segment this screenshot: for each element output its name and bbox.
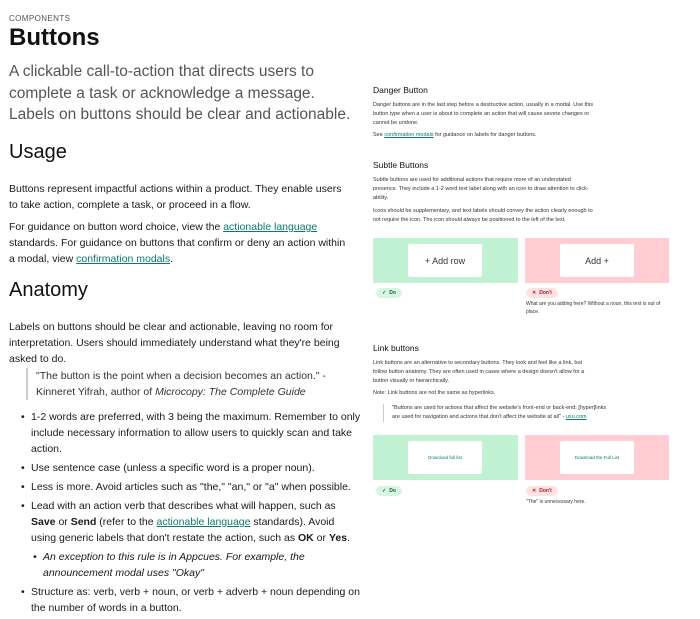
- anatomy-heading: Anatomy: [9, 279, 88, 301]
- danger-heading: Danger Button: [373, 85, 428, 95]
- subtle-paragraph-2: Icons should be supplementary, and text labels should convey the action clearly enough to not require the icon. The icon should always be positioned to the left of the text.: [373, 208, 593, 223]
- download-the-full-list-button[interactable]: Download the Full List: [560, 441, 634, 474]
- check-icon: ✓: [382, 488, 387, 494]
- dont-badge: ✕ Don't: [526, 486, 558, 496]
- usage-paragraph-2: For guidance on button word choice, view the actionable language standards. For guidance on buttons that confirm or deny an action within a modal, view confirmation modals.: [9, 221, 346, 265]
- link-buttons-paragraph-1: Link buttons are an alternative to secondary buttons. They look and feel like a link, but follow button anatomy. They are often used in cases where a design doesn't allow for a button visually or hierarchically.: [373, 360, 585, 384]
- list-item: • Lead with an action verb that describes what will happen, such as Save or Send (refer to the actionable language standards). Avoid using generic labels that don't restate the action, such as OK or Yes.: [21, 498, 361, 546]
- danger-paragraph: Danger buttons are in the last step before a destructive action, usually in a modal. Use this button type when a user is about to complete an action that will cause severe changes or cannot be undone.: [373, 102, 594, 126]
- list-item: • 1-2 words are preferred, with 3 being the maximum. Remember to only include necessary information to allow users to quickly scan and take action.: [21, 409, 361, 457]
- uxu-link[interactable]: uxu.com: [565, 414, 587, 420]
- confirmation-modals-link[interactable]: confirmation modals: [76, 253, 171, 265]
- list-item: • Less is more. Avoid articles such as "the," "an," or "a" when possible.: [21, 479, 361, 495]
- anatomy-bullet-list: [9, 409, 361, 619]
- dont-badge: ✕ Don't: [526, 288, 558, 298]
- do-badge: ✓ Do: [376, 288, 402, 298]
- download-full-list-button[interactable]: Download full list: [408, 441, 482, 474]
- close-icon: ✕: [532, 488, 537, 494]
- subtle-do-example: [373, 238, 518, 283]
- subtle-paragraph-1: Subtle buttons are used for additional actions that require more of an understated presence. They include a 1-2 word text label along with an icon to draw attention to click-ability.: [373, 177, 589, 201]
- confirmation-modals-link-2[interactable]: confirmation modals: [384, 132, 434, 138]
- link-do-example: [373, 435, 518, 480]
- add-plus-button[interactable]: Add +: [560, 244, 634, 277]
- list-item: • An exception to this rule is in Appcues. For example, the announcement modal uses "Okay": [21, 549, 361, 581]
- subtle-dont-example: [525, 238, 669, 283]
- usage-paragraph-1: Buttons represent impactful actions within a product. They enable users to take action, complete a task, or proceed in a flow.: [9, 183, 342, 211]
- link-buttons-paragraph-2: Note: Link buttons are not the same as hyperlinks.: [373, 390, 496, 396]
- page-lede: A clickable call-to-action that directs users to complete a task or acknowledge a message. Labels on buttons should be clear and actionable.: [9, 63, 351, 123]
- actionable-language-link-2[interactable]: actionable language: [156, 516, 251, 528]
- link-dont-note: "The" is unnecessary here.: [526, 499, 586, 505]
- do-badge: ✓ Do: [376, 486, 402, 496]
- list-item: • Structure as: verb, verb + noun, or verb + adverb + noun depending on the number of words in a button.: [21, 584, 361, 616]
- kinneret-quote: "The button is the point when a decision becomes an action." - Kinneret Yifrah, author of Microcopy: The Complete Guide: [26, 368, 352, 400]
- add-row-button[interactable]: + Add row: [408, 244, 482, 277]
- uxu-quote: "Buttons are used for actions that affect the website's front-end or back-end; [hyper]links are used for navigation and actions that don't affect the website at all" - uxu.com: [383, 404, 607, 422]
- link-buttons-heading: Link buttons: [373, 343, 419, 353]
- link-dont-example: [525, 435, 669, 480]
- usage-heading: Usage: [9, 141, 67, 163]
- eyebrow: COMPONENTS: [9, 14, 71, 23]
- list-item: • Use sentence case (unless a specific word is a proper noun).: [21, 460, 361, 476]
- close-icon: ✕: [532, 290, 537, 296]
- check-icon: ✓: [382, 290, 387, 296]
- subtle-dont-note: What are you adding here? Without a noun, this text is out of place.: [526, 301, 661, 315]
- danger-paragraph-2: See confirmation modals for guidance on labels for danger buttons.: [373, 132, 537, 138]
- page-title: Buttons: [9, 24, 100, 51]
- subtle-heading: Subtle Buttons: [373, 160, 429, 170]
- actionable-language-link[interactable]: actionable language: [223, 221, 318, 233]
- anatomy-paragraph: Labels on buttons should be clear and actionable, leaving no room for interpretation. Users should immediately understand what they're being asked to do.: [9, 321, 340, 365]
